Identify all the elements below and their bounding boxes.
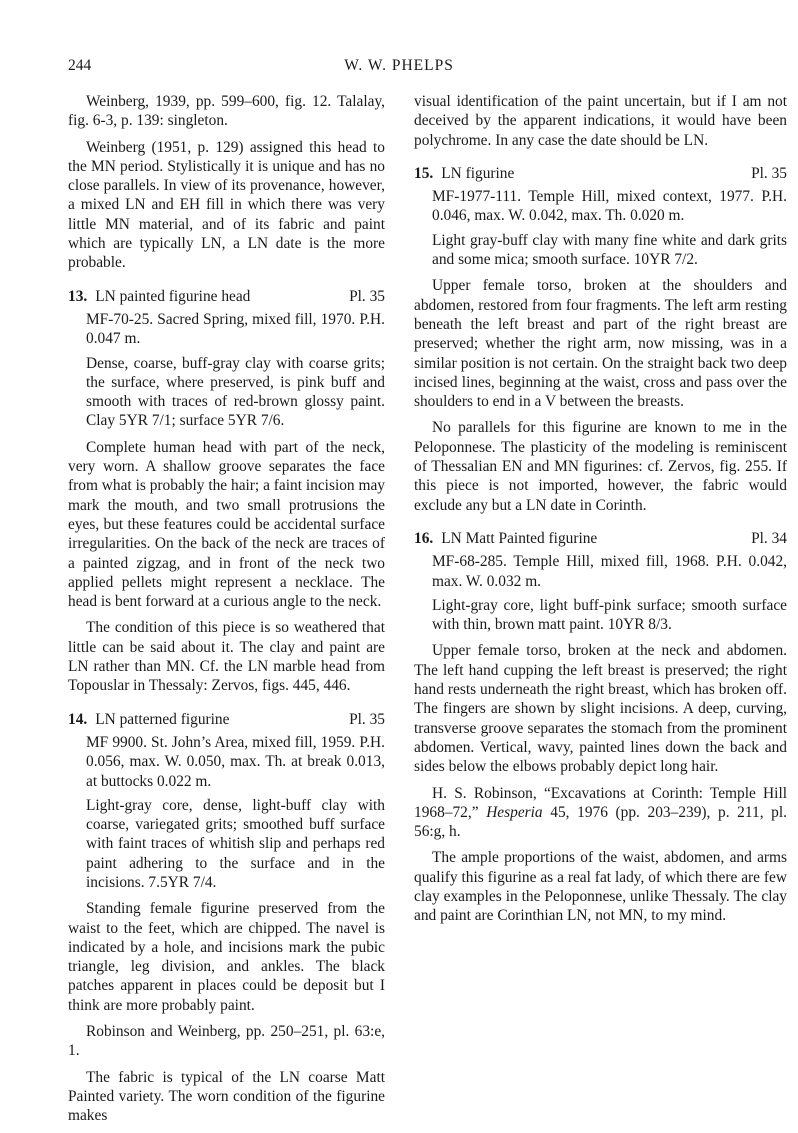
paragraph: Upper female torso, broken at the shoulders and abdomen, restored from four fragments. The left arm resting beneath the left breast and part of the right breast are preserved; whether the right arm, now missing, was in a similar position is not certain. On the straight back two deep incised lines, beginning at the waist, cross and pass over the shoulders to end in a V between the breasts. (414, 277, 787, 411)
page-header (0, 57, 798, 79)
paragraph: Upper female torso, broken at the neck and abdomen. The left hand cupping the left breast is preserved; the right hand rests underneath the right breast, which has broken off. The fingers are shown by slight incisions. A deep, curving, transverse groove separates the stomach from the prominent abdomen. Vertical, wavy, painted lines down the back and sides below the elbows probably depict long hair. (414, 642, 787, 776)
catalogue-detail: MF-70-25. Sacred Spring, mixed fill, 1970. P.H. 0.047 m. (86, 310, 385, 348)
entry-number: 16. (414, 529, 434, 547)
catalogue-detail: Light-gray core, dense, light-buff clay with coarse, variegated grits; smoothed buff surface with faint traces of whitish slip and perhaps red paint adhering to the surface and in the incisions. 7.5YR 7/4. (86, 796, 385, 891)
paragraph: The ample proportions of the waist, abdomen, and arms qualify this figurine as a real fat lady, of which there are few clay examples in the Peloponnese, unlike Thessaly. The clay and paint are Corinthian LN, not MN, to my mind. (414, 849, 787, 925)
right-column (414, 92, 787, 933)
catalogue-entry-heading-15 (414, 164, 787, 183)
left-column (68, 92, 385, 1133)
paragraph: The fabric is typical of the LN coarse Matt Painted variety. The worn condition of the figurine makes (68, 1068, 385, 1125)
catalogue-detail: Light gray-buff clay with many fine white and dark grits and some mica; smooth surface. 10YR 7/2. (432, 231, 787, 269)
paragraph: The condition of this piece is so weathered that little can be said about it. The clay and paint are LN rather than MN. Cf. the LN marble head from Topouslar in Thessaly: Zervos, figs. 445, 446. (68, 619, 385, 695)
reference: Robinson and Weinberg, pp. 250–251, pl. 63:e, 1. (68, 1023, 385, 1060)
catalogue-entry-heading-16 (414, 529, 787, 548)
entry-number: 13. (68, 287, 88, 305)
plate-reference: Pl. 35 (751, 164, 787, 182)
journal-title: Hesperia (486, 803, 543, 821)
catalogue-detail: Dense, coarse, buff-gray clay with coarse grits; the surface, where preserved, is pink buff and smooth with traces of red-brown glossy paint. Clay 5YR 7/1; surface 5YR 7/6. (86, 354, 385, 430)
paragraph-continued: visual identification of the paint uncertain, but if I am not deceived by the apparent indications, it would have been polychrome. In any case the date should be LN. (414, 93, 787, 149)
reference-text: H. S. Robinson, “Excavations at Corinth: Temple Hill 1968–72,” (414, 784, 787, 821)
page-number: 244 (68, 57, 92, 74)
catalogue-detail: Light-gray core, light buff-pink surface; smooth surface with thin, brown matt paint. 10YR 8/3. (432, 596, 787, 634)
plate-reference: Pl. 35 (349, 287, 385, 305)
catalogue-entry-heading-13 (68, 287, 385, 306)
catalogue-entry-heading-14 (68, 710, 385, 729)
reference-text: 45, 1976 (pp. 203–239), p. 211, pl. 56:g, h. (414, 803, 787, 841)
paragraph: Weinberg (1951, p. 129) assigned this head to the MN period. Stylistically it is unique and has no close parallels. In view of its provenance, however, a mixed LN and EH fill in which there was very little MN material, and of its fabric and paint which are typically LN, a LN date is the more probable. (68, 138, 385, 272)
entry-title: LN Matt Painted figurine (441, 529, 598, 547)
running-head: W. W. PHELPS (344, 57, 454, 74)
entry-number: 14. (68, 710, 88, 728)
catalogue-detail: MF 9900. St. John’s Area, mixed fill, 1959. P.H. 0.056, max. W. 0.050, max. Th. at break 0.013, at buttocks 0.022 m. (86, 733, 385, 790)
plate-reference: Pl. 35 (349, 710, 385, 728)
entry-title: LN figurine (441, 164, 515, 182)
plate-reference: Pl. 34 (751, 529, 787, 547)
entry-title: LN painted figurine head (95, 287, 251, 305)
catalogue-detail: MF-1977-111. Temple Hill, mixed context, 1977. P.H. 0.046, max. W. 0.042, max. Th. 0.020 m. (432, 188, 787, 225)
paragraph: No parallels for this figurine are known to me in the Peloponnese. The plasticity of the modeling is reminiscent of Thessalian EN and MN figurines: cf. Zervos, fig. 255. If this piece is not imported, however, the fabric would exclude any but a LN date in Corinth. (414, 419, 787, 514)
entry-title: LN patterned figurine (95, 710, 230, 728)
reference (414, 784, 787, 842)
paragraph: Complete human head with part of the neck, very worn. A shallow groove separates the face from what is probably the hair; a faint incision may mark the mouth, and two small protrusions the eyes, but these features could be accidental surface irregularities. On the back of the neck are traces of a painted zigzag, and in front of the neck two applied pellets might represent a necklace. The head is bent forward at a curious angle to the neck. (68, 438, 385, 611)
catalogue-detail: MF-68-285. Temple Hill, mixed fill, 1968. P.H. 0.042, max. W. 0.032 m. (432, 553, 787, 590)
paragraph: Weinberg, 1939, pp. 599–600, fig. 12. Talalay, fig. 6-3, p. 139: singleton. (68, 93, 385, 130)
entry-number: 15. (414, 164, 434, 182)
paragraph: Standing female figurine preserved from the waist to the feet, which are chipped. The navel is indicated by a hole, and incisions mark the pubic triangle, leg division, and ankles. The black patches apparent in places could be deposit but I think are more probably paint. (68, 900, 385, 1014)
